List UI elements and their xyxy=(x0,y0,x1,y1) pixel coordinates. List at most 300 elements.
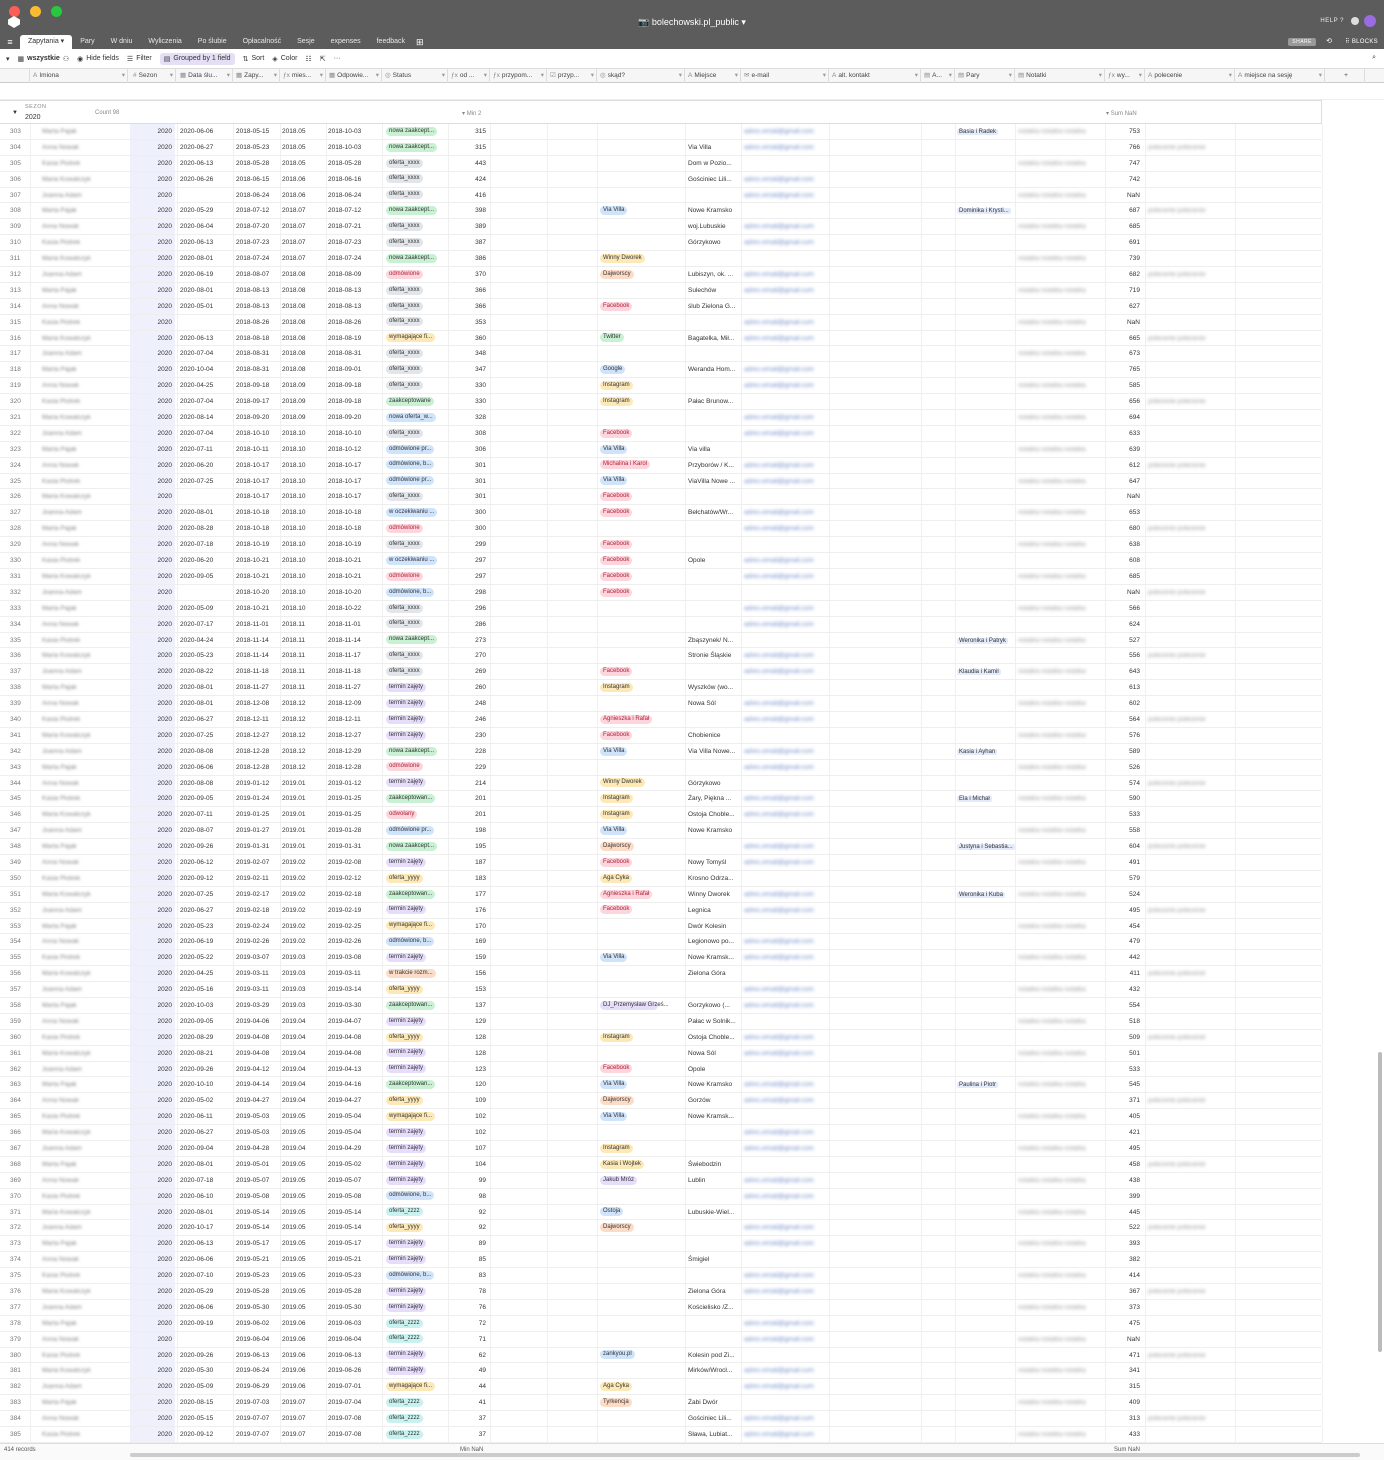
wy-cell[interactable]: 685 xyxy=(1129,572,1140,580)
zap-cell[interactable]: 2019-05-03 xyxy=(236,1113,270,1121)
num-cell[interactable]: 340 xyxy=(10,715,21,723)
miej-cell[interactable]: woj.Lubuskie xyxy=(688,223,726,231)
zap-cell[interactable]: 2019-02-17 xyxy=(236,890,270,898)
skad-cell[interactable] xyxy=(600,569,684,584)
table-row[interactable] xyxy=(0,1077,1322,1093)
stat-cell[interactable] xyxy=(386,474,446,489)
ds-cell[interactable]: 2020-10-03 xyxy=(180,1001,214,1009)
zap-cell[interactable]: 2019-06-13 xyxy=(236,1351,270,1359)
sez-cell[interactable]: 2020 xyxy=(130,1014,175,1029)
referral-cell-redacted[interactable]: polecenie polecenie xyxy=(1148,334,1206,342)
tab-4[interactable]: Po ślubie xyxy=(197,38,227,45)
mies-cell[interactable]: 2018.08 xyxy=(282,350,306,358)
miej-cell[interactable]: Świebodzin xyxy=(688,1160,722,1168)
num-cell[interactable]: 311 xyxy=(10,255,21,263)
stat-cell[interactable] xyxy=(386,124,446,139)
od-cell[interactable]: 387 xyxy=(475,239,486,247)
name-cell-redacted[interactable]: Kasia Piotrek xyxy=(42,715,81,723)
column-header-17[interactable] xyxy=(1105,69,1145,83)
wy-cell[interactable]: NaN xyxy=(1126,588,1140,596)
sez-cell[interactable]: 2020 xyxy=(130,744,175,759)
zap-cell[interactable]: 2018-08-26 xyxy=(236,318,270,326)
odp-cell[interactable]: 2019-07-01 xyxy=(328,1383,362,1391)
ds-cell[interactable]: 2020-08-28 xyxy=(180,525,214,533)
zap-cell[interactable]: 2019-05-01 xyxy=(236,1160,270,1168)
name-cell-redacted[interactable]: Marta Pajak xyxy=(42,128,77,135)
email-cell-redacted[interactable]: adres.email@gmail.com xyxy=(744,572,814,580)
name-cell-redacted[interactable]: Joanna Adam xyxy=(42,668,82,676)
stat-cell[interactable] xyxy=(386,855,446,870)
ds-cell[interactable]: 2020-07-25 xyxy=(180,477,214,485)
name-cell-redacted[interactable]: Joanna Adam xyxy=(42,1145,82,1152)
num-cell[interactable]: 369 xyxy=(10,1176,21,1184)
miej-cell[interactable]: Przyborów / K... xyxy=(688,461,734,469)
chevron-down-icon[interactable]: ▾ xyxy=(1008,72,1012,79)
wy-cell[interactable]: NaN xyxy=(1126,318,1140,326)
sez-cell[interactable]: 2020 xyxy=(130,633,175,648)
notes-cell-redacted[interactable]: notatka notatka notatka xyxy=(1018,1367,1086,1375)
stat-cell[interactable] xyxy=(386,696,446,711)
stat-cell[interactable] xyxy=(386,1252,446,1267)
od-cell[interactable]: 330 xyxy=(475,382,486,390)
miej-cell[interactable]: Pałac w Solnik... xyxy=(688,1017,736,1025)
skad-cell[interactable] xyxy=(600,426,684,441)
table-row[interactable] xyxy=(0,521,1322,537)
email-cell-redacted[interactable]: adres.email@gmail.com xyxy=(744,334,814,342)
table-row[interactable] xyxy=(0,505,1322,521)
zap-cell[interactable]: 2019-05-30 xyxy=(236,1303,270,1311)
sez-cell[interactable]: 2020 xyxy=(130,1157,175,1172)
name-cell-redacted[interactable]: Marta Pajak xyxy=(42,286,77,294)
miej-cell[interactable]: Ostoja Choble... xyxy=(688,1033,735,1041)
wy-cell[interactable]: 545 xyxy=(1129,1081,1140,1089)
od-cell[interactable]: 170 xyxy=(475,922,486,930)
table-row[interactable] xyxy=(0,823,1322,839)
row-height-icon[interactable]: ☷ xyxy=(305,55,312,63)
name-cell-redacted[interactable]: Marta Pajak xyxy=(42,1081,77,1089)
wy-cell[interactable]: 739 xyxy=(1129,255,1140,263)
ds-cell[interactable]: 2020-06-04 xyxy=(180,223,214,231)
od-cell[interactable]: 269 xyxy=(475,668,486,676)
skad-cell[interactable] xyxy=(600,855,684,870)
odp-cell[interactable]: 2018-08-13 xyxy=(328,302,362,310)
name-cell-redacted[interactable]: Maria Kowalczyk xyxy=(42,572,91,580)
zap-cell[interactable]: 2018-06-24 xyxy=(236,191,270,199)
wy-cell[interactable]: 445 xyxy=(1129,1208,1140,1216)
name-cell-redacted[interactable]: Anna Nowak xyxy=(42,938,79,946)
zap-cell[interactable]: 2018-10-10 xyxy=(236,429,270,437)
wy-cell[interactable]: 524 xyxy=(1129,890,1140,898)
mies-cell[interactable]: 2018.10 xyxy=(282,461,306,469)
zap-cell[interactable]: 2018-07-12 xyxy=(236,207,270,215)
wy-cell[interactable]: 501 xyxy=(1129,1049,1140,1057)
stat-cell[interactable] xyxy=(386,283,446,298)
stat-cell[interactable] xyxy=(386,1268,446,1283)
num-cell[interactable]: 351 xyxy=(10,890,21,898)
wy-cell[interactable]: NaN xyxy=(1126,1335,1140,1343)
zap-cell[interactable]: 2018-11-14 xyxy=(236,652,269,660)
table-row[interactable] xyxy=(0,1189,1322,1205)
od-cell[interactable]: 443 xyxy=(475,159,486,167)
name-cell-redacted[interactable]: Maria Kowalczyk xyxy=(42,652,91,660)
wy-cell[interactable]: 438 xyxy=(1129,1176,1140,1184)
stat-cell[interactable] xyxy=(386,505,446,520)
od-cell[interactable]: 347 xyxy=(475,366,486,374)
wy-cell[interactable]: 673 xyxy=(1129,350,1140,358)
email-cell-redacted[interactable]: adres.email@gmail.com xyxy=(744,1097,814,1105)
ds-cell[interactable]: 2020-08-15 xyxy=(180,1399,214,1407)
skad-cell[interactable] xyxy=(600,1205,684,1220)
stat-cell[interactable] xyxy=(386,1332,446,1347)
miej-cell[interactable]: Górzykowo xyxy=(688,239,721,247)
odp-cell[interactable]: 2019-05-04 xyxy=(328,1113,362,1121)
zap-cell[interactable]: 2019-06-02 xyxy=(236,1319,270,1327)
name-cell-redacted[interactable]: Marta Pajak xyxy=(42,684,77,692)
skad-cell[interactable] xyxy=(600,553,684,568)
wy-cell[interactable]: 495 xyxy=(1129,1145,1140,1152)
sez-cell[interactable]: 2020 xyxy=(130,251,175,266)
wy-cell[interactable]: 639 xyxy=(1129,445,1140,453)
horizontal-scrollbar[interactable] xyxy=(130,1453,1360,1457)
ds-cell[interactable]: 2020-05-23 xyxy=(180,922,214,930)
miej-cell[interactable]: Nowa Sól xyxy=(688,700,716,708)
stat-cell[interactable] xyxy=(386,1395,446,1410)
tab-3[interactable]: Wyliczenia xyxy=(148,38,182,45)
od-cell[interactable]: 128 xyxy=(475,1049,486,1057)
stat-cell[interactable] xyxy=(386,331,446,346)
ds-cell[interactable]: 2020-04-24 xyxy=(180,636,214,644)
zap-cell[interactable]: 2018-12-08 xyxy=(236,700,270,708)
sez-cell[interactable]: 2020 xyxy=(130,1268,175,1283)
od-cell[interactable]: 301 xyxy=(475,477,486,485)
od-cell[interactable]: 299 xyxy=(475,541,486,549)
stat-cell[interactable] xyxy=(386,426,446,441)
chevron-down-icon[interactable]: ▾ xyxy=(375,72,379,79)
ds-cell[interactable]: 2020-06-19 xyxy=(180,938,214,946)
stat-cell[interactable] xyxy=(386,299,446,314)
miej-cell[interactable]: Weranda Hom... xyxy=(688,366,736,374)
mies-cell[interactable]: 2019.01 xyxy=(282,779,306,787)
skad-cell[interactable] xyxy=(600,1220,684,1235)
stat-cell[interactable] xyxy=(386,1141,446,1156)
od-cell[interactable]: 386 xyxy=(475,255,486,263)
zap-cell[interactable]: 2019-02-24 xyxy=(236,922,270,930)
email-cell-redacted[interactable]: adres.email@gmail.com xyxy=(744,652,814,660)
od-cell[interactable]: 37 xyxy=(478,1415,486,1423)
wy-cell[interactable]: 656 xyxy=(1129,398,1140,406)
odp-cell[interactable]: 2018-12-28 xyxy=(328,763,362,771)
table-row[interactable] xyxy=(0,1427,1322,1443)
name-cell-redacted[interactable]: Kasia Piotrek xyxy=(42,874,81,882)
notes-cell-redacted[interactable]: notatka notatka notatka xyxy=(1018,1399,1086,1407)
notes-cell-redacted[interactable]: notatka notatka notatka xyxy=(1018,286,1086,294)
blocks-button[interactable]: ⠿ BLOCKS xyxy=(1345,39,1378,45)
notes-cell-redacted[interactable]: notatka notatka notatka xyxy=(1018,731,1086,739)
odp-cell[interactable]: 2019-02-25 xyxy=(328,922,362,930)
miej-cell[interactable]: Bełchatów/Wr... xyxy=(688,509,734,517)
ds-cell[interactable]: 2020-05-02 xyxy=(180,1097,214,1105)
email-cell-redacted[interactable]: adres.email@gmail.com xyxy=(744,175,814,183)
wy-cell[interactable]: 624 xyxy=(1129,620,1140,628)
odp-cell[interactable]: 2019-01-28 xyxy=(328,827,362,835)
sez-cell[interactable]: 2020 xyxy=(130,140,175,155)
stat-cell[interactable] xyxy=(386,378,446,393)
mies-cell[interactable]: 2019.04 xyxy=(282,1065,306,1073)
menu-icon[interactable]: ≡ xyxy=(7,37,13,47)
select-all-checkbox[interactable] xyxy=(0,69,30,83)
name-cell-redacted[interactable]: Anna Nowak xyxy=(42,1097,79,1105)
stat-cell[interactable] xyxy=(386,887,446,902)
miej-cell[interactable]: Gorzów xyxy=(688,1097,711,1105)
table-row[interactable] xyxy=(0,633,1322,649)
sez-cell[interactable]: 2020 xyxy=(130,1252,175,1267)
table-row[interactable] xyxy=(0,1125,1322,1141)
referral-cell-redacted[interactable]: polecenie polecenie xyxy=(1148,652,1206,660)
table-row[interactable] xyxy=(0,1395,1322,1411)
od-cell[interactable]: 296 xyxy=(475,604,486,612)
od-cell[interactable]: 159 xyxy=(475,954,486,962)
num-cell[interactable]: 344 xyxy=(10,779,21,787)
stat-cell[interactable] xyxy=(386,553,446,568)
sez-cell[interactable]: 2020 xyxy=(130,1046,175,1061)
sez-cell[interactable]: 2020 xyxy=(130,839,175,854)
email-cell-redacted[interactable]: adres.email@gmail.com xyxy=(744,1383,814,1391)
zap-cell[interactable]: 2019-07-07 xyxy=(236,1415,270,1423)
odp-cell[interactable]: 2018-12-29 xyxy=(328,747,362,755)
mies-cell[interactable]: 2019.05 xyxy=(282,1176,306,1184)
column-header-16[interactable] xyxy=(1015,69,1105,83)
miej-cell[interactable]: Zielona Góra xyxy=(688,1288,726,1296)
stat-cell[interactable] xyxy=(386,1348,446,1363)
skad-cell[interactable] xyxy=(600,505,684,520)
sez-cell[interactable]: 2020 xyxy=(130,871,175,886)
name-cell-redacted[interactable]: Anna Nowak xyxy=(42,143,79,151)
search-icon[interactable]: ⌕ xyxy=(1372,54,1376,61)
od-cell[interactable]: 306 xyxy=(475,445,486,453)
name-cell-redacted[interactable]: Marta Pajak xyxy=(42,525,77,533)
od-cell[interactable]: 83 xyxy=(478,1272,486,1280)
chevron-down-icon[interactable]: ▾ xyxy=(1318,72,1322,79)
sez-cell[interactable]: 2020 xyxy=(130,1379,175,1394)
sez-cell[interactable]: 2020 xyxy=(130,521,175,536)
stat-cell[interactable] xyxy=(386,537,446,552)
mies-cell[interactable]: 2018.05 xyxy=(282,128,306,135)
odp-cell[interactable]: 2018-11-27 xyxy=(328,684,361,692)
filter-button[interactable] xyxy=(127,55,152,63)
email-cell-redacted[interactable]: adres.email@gmail.com xyxy=(744,1001,814,1009)
chevron-down-icon[interactable]: ▾ xyxy=(319,72,323,79)
odp-cell[interactable]: 2018-10-21 xyxy=(328,557,362,565)
skad-cell[interactable] xyxy=(600,1348,684,1363)
email-cell-redacted[interactable]: adres.email@gmail.com xyxy=(744,239,814,247)
od-cell[interactable]: 230 xyxy=(475,731,486,739)
num-cell[interactable]: 305 xyxy=(10,159,21,167)
table-row[interactable] xyxy=(0,1173,1322,1189)
wy-cell[interactable]: 399 xyxy=(1129,1192,1140,1200)
table-row[interactable] xyxy=(0,267,1322,283)
name-cell-redacted[interactable]: Kasia Piotrek xyxy=(42,954,81,962)
odp-cell[interactable]: 2019-02-08 xyxy=(328,858,362,866)
sez-cell[interactable]: 2020 xyxy=(130,680,175,695)
sez-cell[interactable]: 2020 xyxy=(130,1030,175,1045)
ds-cell[interactable]: 2020-04-25 xyxy=(180,382,214,390)
table-row[interactable] xyxy=(0,585,1322,601)
od-cell[interactable]: 92 xyxy=(478,1224,486,1232)
skad-cell[interactable] xyxy=(600,1077,684,1092)
pary-cell[interactable] xyxy=(957,633,1015,649)
table-row[interactable] xyxy=(0,1300,1322,1316)
ds-cell[interactable]: 2020-08-08 xyxy=(180,779,214,787)
zap-cell[interactable]: 2019-05-17 xyxy=(236,1240,270,1248)
name-cell-redacted[interactable]: Maria Kowalczyk xyxy=(42,890,91,898)
sez-cell[interactable]: 2020 xyxy=(130,537,175,552)
sez-cell[interactable]: 2020 xyxy=(130,235,175,250)
skad-cell[interactable] xyxy=(600,712,684,727)
mies-cell[interactable]: 2019.07 xyxy=(282,1431,306,1439)
notes-cell-redacted[interactable]: notatka notatka notatka xyxy=(1018,382,1086,390)
zap-cell[interactable]: 2019-06-24 xyxy=(236,1367,270,1375)
mies-cell[interactable]: 2018.08 xyxy=(282,366,306,374)
wy-cell[interactable]: 685 xyxy=(1129,223,1140,231)
pary-cell[interactable] xyxy=(957,839,1015,855)
table-row[interactable] xyxy=(0,1348,1322,1364)
wy-cell[interactable]: 627 xyxy=(1129,302,1140,310)
email-cell-redacted[interactable]: adres.email@gmail.com xyxy=(744,1192,814,1200)
email-cell-redacted[interactable]: adres.email@gmail.com xyxy=(744,461,814,469)
zap-cell[interactable]: 2019-01-27 xyxy=(236,827,270,835)
referral-cell-redacted[interactable]: polecenie polecenie xyxy=(1148,779,1206,787)
table-row[interactable] xyxy=(0,156,1322,172)
mies-cell[interactable]: 2019.02 xyxy=(282,890,306,898)
miej-cell[interactable]: Winny Dworek xyxy=(688,890,730,898)
name-cell-redacted[interactable]: Marta Pajak xyxy=(42,604,77,612)
email-cell-redacted[interactable]: adres.email@gmail.com xyxy=(744,890,814,898)
wy-cell[interactable]: 405 xyxy=(1129,1113,1140,1121)
share-view-link-icon[interactable]: ⇱ xyxy=(319,55,326,63)
num-cell[interactable]: 349 xyxy=(10,858,21,866)
email-cell-redacted[interactable]: adres.email@gmail.com xyxy=(744,1415,814,1423)
zap-cell[interactable]: 2018-12-11 xyxy=(236,715,269,723)
od-cell[interactable]: 104 xyxy=(475,1160,486,1168)
notes-cell-redacted[interactable]: notatka notatka notatka xyxy=(1018,414,1086,422)
name-cell-redacted[interactable]: Joanna Adam xyxy=(42,1224,82,1232)
mies-cell[interactable]: 2019.02 xyxy=(282,858,306,866)
sez-cell[interactable]: 2020 xyxy=(130,1109,175,1124)
table-row[interactable] xyxy=(0,744,1322,760)
notes-cell-redacted[interactable]: notatka notatka notatka xyxy=(1018,1145,1086,1152)
referral-cell-redacted[interactable]: polecenie polecenie xyxy=(1148,1097,1206,1105)
ds-cell[interactable]: 2020-06-26 xyxy=(180,175,214,183)
num-cell[interactable]: 385 xyxy=(10,1431,21,1439)
wy-cell[interactable]: 522 xyxy=(1129,1224,1140,1232)
ds-cell[interactable]: 2020-06-06 xyxy=(180,763,214,771)
table-row[interactable] xyxy=(0,807,1322,823)
zap-cell[interactable]: 2018-10-18 xyxy=(236,525,270,533)
num-cell[interactable]: 339 xyxy=(10,700,21,708)
zap-cell[interactable]: 2018-12-27 xyxy=(236,731,270,739)
odp-cell[interactable]: 2019-04-08 xyxy=(328,1049,362,1057)
odp-cell[interactable]: 2019-07-04 xyxy=(328,1399,362,1407)
mies-cell[interactable]: 2019.05 xyxy=(282,1160,306,1168)
name-cell-redacted[interactable]: Kasia Piotrek xyxy=(42,159,81,167)
sez-cell[interactable]: 2020 xyxy=(130,1300,175,1315)
ds-cell[interactable]: 2020-06-06 xyxy=(180,1303,214,1311)
pary-cell[interactable] xyxy=(957,791,1015,807)
notes-cell-redacted[interactable]: notatka notatka notatka xyxy=(1018,986,1086,994)
mies-cell[interactable]: 2019.05 xyxy=(282,1288,306,1296)
stat-cell[interactable] xyxy=(386,1046,446,1061)
wy-cell[interactable]: 414 xyxy=(1129,1272,1140,1280)
mies-cell[interactable]: 2018.05 xyxy=(282,143,306,151)
wy-cell[interactable]: 421 xyxy=(1129,1129,1140,1137)
more-options-icon[interactable]: ··· xyxy=(333,55,341,62)
mies-cell[interactable]: 2019.05 xyxy=(282,1303,306,1311)
num-cell[interactable]: 319 xyxy=(10,382,21,390)
wy-cell[interactable]: 691 xyxy=(1129,239,1140,247)
notes-cell-redacted[interactable]: notatka notatka notatka xyxy=(1018,1431,1086,1439)
wy-cell[interactable]: 566 xyxy=(1129,604,1140,612)
mies-cell[interactable]: 2018.09 xyxy=(282,382,306,390)
od-cell[interactable]: 286 xyxy=(475,620,486,628)
ds-cell[interactable]: 2020-08-01 xyxy=(180,286,214,294)
history-icon[interactable]: ⟲ xyxy=(1326,38,1332,45)
odp-cell[interactable]: 2019-07-08 xyxy=(328,1431,362,1439)
chevron-down-icon[interactable]: ▾ xyxy=(822,72,826,79)
ds-cell[interactable]: 2020-08-21 xyxy=(180,1049,214,1057)
stat-cell[interactable] xyxy=(386,744,446,759)
stat-cell[interactable] xyxy=(386,235,446,250)
stat-cell[interactable] xyxy=(386,394,446,409)
ds-cell[interactable]: 2020-09-19 xyxy=(180,1319,214,1327)
stat-cell[interactable] xyxy=(386,1093,446,1108)
zap-cell[interactable]: 2018-10-21 xyxy=(236,572,270,580)
name-cell-redacted[interactable]: Joanna Adam xyxy=(42,1303,82,1311)
stat-cell[interactable] xyxy=(386,1125,446,1140)
ds-cell[interactable]: 2020-06-06 xyxy=(180,1256,214,1264)
wy-cell[interactable]: 747 xyxy=(1129,159,1140,167)
name-cell-redacted[interactable]: Joanna Adam xyxy=(42,350,82,358)
mies-cell[interactable]: 2019.05 xyxy=(282,1113,306,1121)
sez-cell[interactable]: 2020 xyxy=(130,1395,175,1410)
skad-cell[interactable] xyxy=(600,1173,684,1188)
skad-cell[interactable] xyxy=(600,871,684,886)
stat-cell[interactable] xyxy=(386,871,446,886)
email-cell-redacted[interactable]: adres.email@gmail.com xyxy=(744,382,814,390)
odp-cell[interactable]: 2019-06-26 xyxy=(328,1367,362,1375)
mies-cell[interactable]: 2019.02 xyxy=(282,922,306,930)
column-header-1[interactable] xyxy=(130,69,176,83)
name-cell-redacted[interactable]: Maria Kowalczyk xyxy=(42,493,91,501)
collapse-group-icon[interactable]: ▼ xyxy=(12,110,18,116)
sez-cell[interactable]: 2020 xyxy=(130,426,175,441)
mies-cell[interactable]: 2018.12 xyxy=(282,731,306,739)
skad-cell[interactable] xyxy=(600,474,684,489)
notes-cell-redacted[interactable]: notatka notatka notatka xyxy=(1018,922,1086,930)
stat-cell[interactable] xyxy=(386,267,446,282)
table-row[interactable] xyxy=(0,219,1322,235)
table-row[interactable] xyxy=(0,776,1322,792)
wy-cell[interactable]: NaN xyxy=(1126,191,1140,199)
stat-cell[interactable] xyxy=(386,1236,446,1251)
od-cell[interactable]: 176 xyxy=(475,906,486,914)
ds-cell[interactable]: 2020-07-10 xyxy=(180,1272,214,1280)
stat-cell[interactable] xyxy=(386,1205,446,1220)
view-switcher[interactable] xyxy=(18,55,70,63)
wy-cell[interactable]: 638 xyxy=(1129,541,1140,549)
wy-cell[interactable]: 694 xyxy=(1129,414,1140,422)
table-row[interactable] xyxy=(0,1220,1322,1236)
minimize-window-button[interactable] xyxy=(30,6,41,17)
